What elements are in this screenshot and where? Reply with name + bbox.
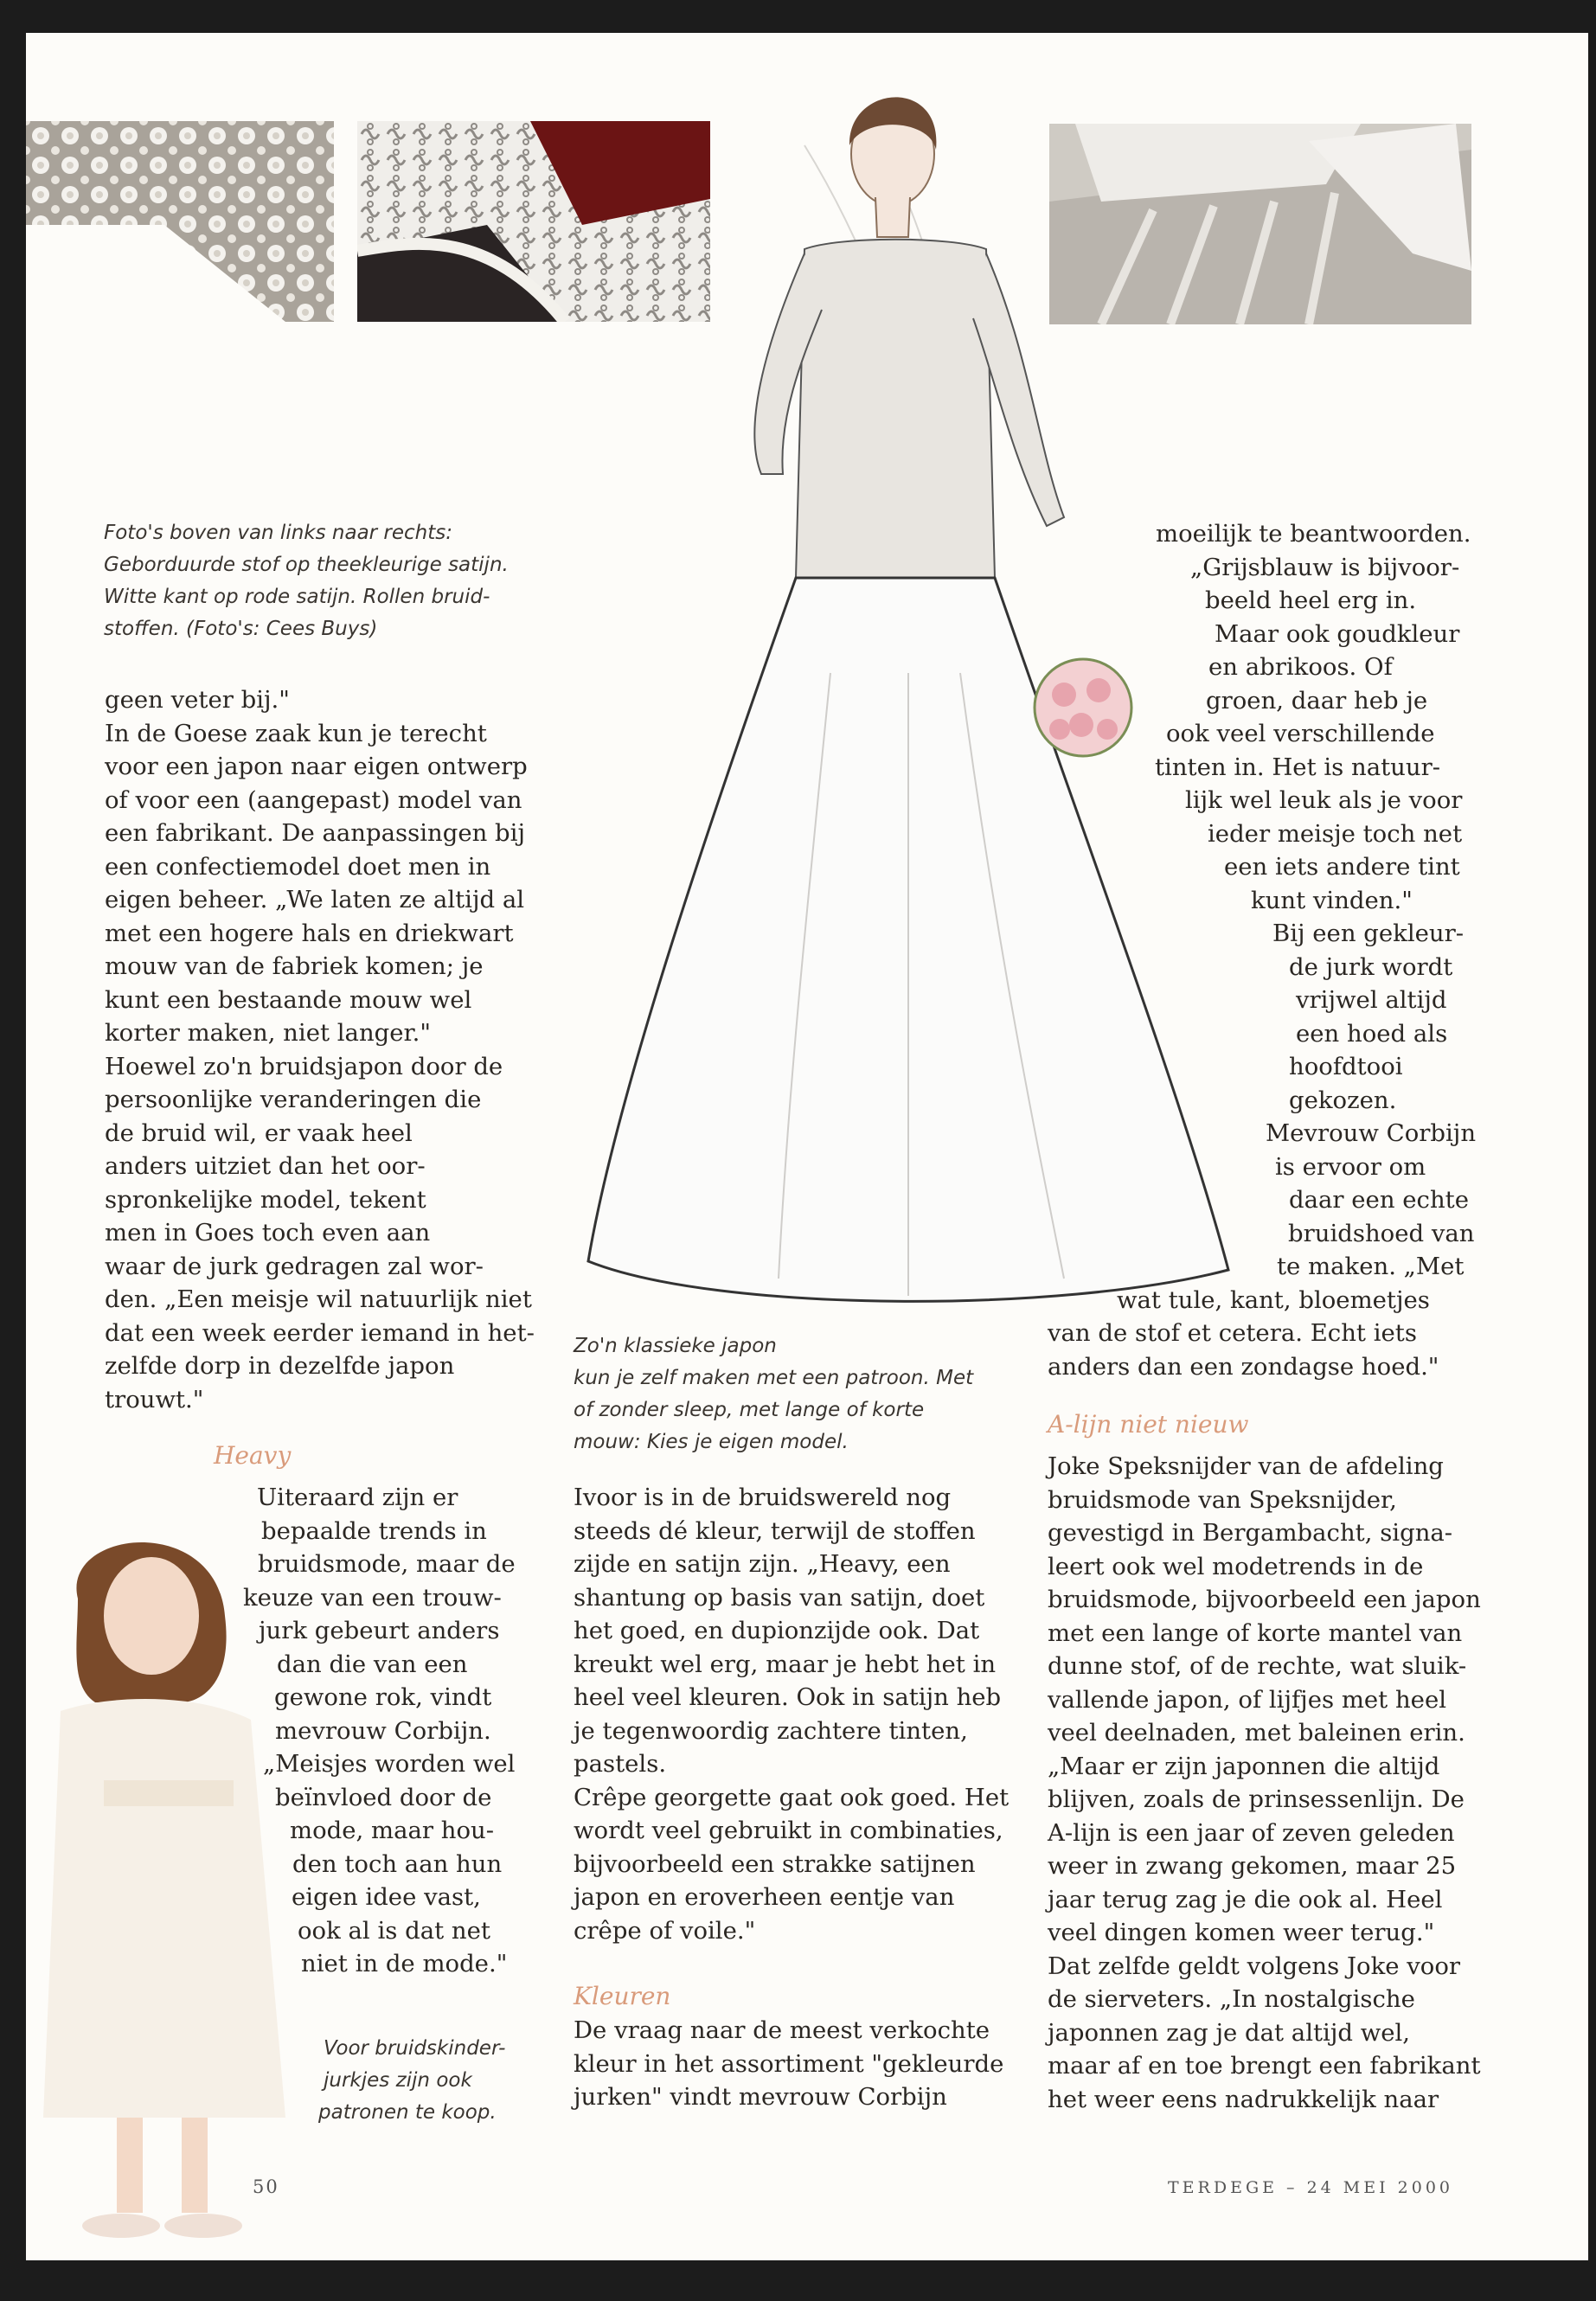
- text-line: te maken. „Met: [1277, 1253, 1465, 1280]
- text-line: Ivoor is in de bruidswereld nog: [574, 1484, 952, 1511]
- caption-line: kun je zelf maken met een patroon. Met: [574, 1367, 974, 1389]
- text-line: het goed, en dupionzijde ook. Dat: [574, 1617, 980, 1644]
- text-line: A-lijn is een jaar of zeven geleden: [1048, 1818, 1455, 1847]
- text-line: jaar terug zag je die ook al. Heel: [1048, 1885, 1443, 1913]
- embroidered-fabric-photo: [26, 121, 334, 322]
- text-line: den toch aan hun: [292, 1849, 503, 1878]
- text-line: kleur in het assortiment "gekleurde: [574, 2049, 1004, 2078]
- text-line: korter maken, niet langer.": [105, 1019, 432, 1047]
- text-line: met een lange of korte mantel van: [1048, 1618, 1463, 1647]
- text-line: ook al is dat net: [298, 1916, 490, 1945]
- text-line: shantung op basis van satijn, doet: [574, 1583, 985, 1612]
- text-line: de bruid wil, er vaak heel: [105, 1118, 413, 1147]
- text-line: weer in zwang gekomen, maar 25: [1048, 1852, 1457, 1880]
- text-line: voor een japon naar eigen ontwerp: [105, 753, 528, 780]
- text-line: japonnen zag je dat altijd wel,: [1048, 2018, 1411, 2047]
- text-line: waar de jurk gedragen zal wor-: [105, 1252, 484, 1280]
- text-line: gevestigd in Bergambacht, signa-: [1048, 1519, 1453, 1547]
- text-line: de jurk wordt: [1289, 952, 1453, 981]
- caption-line: Voor bruidskinder-: [324, 2037, 506, 2060]
- heading-a-lijn: A-lijn niet nieuw: [1048, 1410, 1249, 1439]
- caption-line: Geborduurde stof op theekleurige satijn.: [104, 554, 509, 576]
- text-line: gekozen.: [1289, 1086, 1397, 1114]
- text-line: dunne stof, of de rechte, wat sluik-: [1048, 1652, 1467, 1680]
- text-line: een hoed als: [1296, 1019, 1448, 1048]
- text-line: anders uitziet dan het oor-: [105, 1152, 426, 1180]
- text-line: wat tule, kant, bloemetjes: [1117, 1285, 1430, 1314]
- text-line: van de stof et cetera. Echt iets: [1048, 1319, 1417, 1347]
- text-line: eigen beheer. „We laten ze altijd al: [105, 886, 525, 913]
- text-line: mouw van de fabriek komen; je: [105, 952, 484, 980]
- text-line: kunt een bestaande mouw wel: [105, 985, 472, 1014]
- text-line: Uiteraard zijn er: [257, 1484, 458, 1511]
- caption-line: mouw: Kies je eigen model.: [574, 1431, 849, 1453]
- text-line: het weer eens nadrukkelijk naar: [1048, 2085, 1439, 2113]
- text-line: blijven, zoals de prinsessenlijn. De: [1048, 1785, 1465, 1813]
- text-line: vrijwel altijd: [1296, 986, 1447, 1014]
- text-line: pastels.: [574, 1750, 667, 1778]
- text-line: spronkelijke model, tekent: [105, 1185, 426, 1214]
- text-line: bepaalde trends in: [261, 1516, 487, 1545]
- text-line: vallende japon, of lijfjes met heel: [1048, 1685, 1447, 1714]
- text-line: dat een week eerder iemand in het-: [105, 1318, 535, 1347]
- text-line: Maar ook goudkleur: [1215, 619, 1460, 648]
- heading-heavy: Heavy: [214, 1441, 292, 1470]
- text-line: gewone rok, vindt: [274, 1683, 492, 1711]
- caption-line: patronen te koop.: [318, 2101, 497, 2124]
- text-line: een fabrikant. De aanpassingen bij: [105, 819, 525, 847]
- text-line: groen, daar heb je: [1206, 686, 1428, 715]
- text-line: ieder meisje toch net: [1208, 819, 1463, 848]
- page-number: 50: [253, 2176, 279, 2197]
- text-line: steeds dé kleur, terwijl de stoffen: [574, 1516, 976, 1545]
- text-line: mode, maar hou-: [290, 1817, 495, 1844]
- text-line: lijk wel leuk als je voor: [1185, 786, 1463, 814]
- caption-line: Foto's boven van links naar rechts:: [104, 522, 453, 544]
- text-line: de sierveters. „In nostalgische: [1048, 1985, 1415, 2013]
- text-line: tinten in. Het is natuur-: [1155, 753, 1441, 781]
- magazine-page: [26, 33, 1588, 2260]
- text-line: Dat zelfde geldt volgens Joke voor: [1048, 1952, 1461, 1980]
- caption-line: jurkjes zijn ook: [324, 2069, 472, 2092]
- text-line: je tegenwoordig zachtere tinten,: [574, 1716, 968, 1745]
- text-line: moeilijk te beantwoorden.: [1156, 520, 1471, 548]
- text-line: trouwt.": [105, 1385, 204, 1413]
- text-line: een confectiemodel doet men in: [105, 852, 491, 881]
- text-line: daar een echte: [1289, 1186, 1469, 1214]
- text-line: veel dingen komen weer terug.": [1048, 1919, 1435, 1946]
- text-line: wordt veel gebruikt in combinaties,: [574, 1817, 1003, 1844]
- text-line: japon en eroverheen eentje van: [574, 1883, 955, 1911]
- text-line: Mevrouw Corbijn: [1266, 1119, 1477, 1147]
- text-line: Crêpe georgette gaat ook goed. Het: [574, 1783, 1010, 1811]
- text-line: kunt vinden.": [1251, 886, 1413, 914]
- text-line: crêpe of voile.": [574, 1916, 756, 1945]
- caption-line: of zonder sleep, met lange of korte: [574, 1399, 925, 1421]
- text-line: zijde en satijn zijn. „Heavy, een: [574, 1550, 951, 1578]
- text-line: den. „Een meisje wil natuurlijk niet: [105, 1285, 532, 1313]
- text-line: maar af en toe brengt een fabrikant: [1048, 2052, 1481, 2080]
- text-line: beïnvloed door de: [275, 1783, 492, 1811]
- text-line: „Meisjes worden wel: [263, 1750, 516, 1778]
- text-line: en abrikoos. Of: [1208, 653, 1393, 681]
- text-line: bruidshoed van: [1288, 1219, 1475, 1247]
- text-line: kreukt wel erg, maar je hebt het in: [574, 1650, 997, 1678]
- text-line: bruidsmode van Speksnijder,: [1048, 1485, 1397, 1514]
- text-line: bruidsmode, maar de: [258, 1550, 516, 1578]
- text-line: jurk gebeurt anders: [259, 1617, 500, 1644]
- text-line: „Maar er zijn japonnen die altijd: [1048, 1752, 1440, 1780]
- text-line: De vraag naar de meest verkochte: [574, 2016, 990, 2044]
- text-line: niet in de mode.": [301, 1950, 508, 1977]
- heading-kleuren: Kleuren: [574, 1982, 671, 2010]
- text-line: met een hogere hals en driekwart: [105, 919, 514, 947]
- caption-line: Witte kant op rode satijn. Rollen bruid-: [104, 586, 490, 608]
- text-line: beeld heel erg in.: [1205, 586, 1417, 614]
- text-line: een iets andere tint: [1224, 853, 1460, 881]
- text-line: anders dan een zondagse hoed.": [1048, 1352, 1439, 1381]
- text-line: hoofdtooi: [1289, 1053, 1403, 1080]
- text-line: bijvoorbeeld een strakke satijnen: [574, 1849, 976, 1878]
- text-line: leert ook wel modetrends in de: [1048, 1552, 1424, 1580]
- magazine-issue: TERDEGE – 24 MEI 2000: [1168, 2178, 1454, 2197]
- caption-line: stoffen. (Foto's: Cees Buys): [104, 618, 378, 640]
- text-line: keuze van een trouw-: [243, 1583, 502, 1612]
- text-line: Bij een gekleur-: [1272, 920, 1465, 947]
- text-line: „Grijsblauw is bijvoor-: [1190, 553, 1460, 581]
- text-line: In de Goese zaak kun je terecht: [105, 719, 487, 747]
- text-line: bruidsmode, bijvoorbeeld een japon: [1048, 1586, 1481, 1613]
- text-line: veel deelnaden, met baleinen erin.: [1048, 1719, 1465, 1747]
- text-line: is ervoor om: [1275, 1152, 1426, 1181]
- text-line: men in Goes toch even aan: [105, 1219, 431, 1247]
- text-line: jurken" vindt mevrouw Corbijn: [574, 2083, 947, 2111]
- text-line: zelfde dorp in dezelfde japon: [105, 1352, 455, 1380]
- text-line: dan die van een: [277, 1650, 468, 1678]
- text-line: eigen idee vast,: [292, 1883, 481, 1911]
- text-line: heel veel kleuren. Ook in satijn heb: [574, 1683, 1002, 1711]
- text-line: ook veel verschillende: [1166, 720, 1435, 747]
- text-line: of voor een (aangepast) model van: [105, 785, 522, 814]
- text-line: Joke Speksnijder van de afdeling: [1048, 1452, 1444, 1480]
- text-line: mevrouw Corbijn.: [275, 1716, 491, 1745]
- caption-line: Zo'n klassieke japon: [574, 1335, 777, 1357]
- text-line: geen veter bij.": [105, 686, 290, 714]
- text-line: persoonlijke veranderingen die: [105, 1086, 482, 1113]
- wedding-dress-illustration: [545, 67, 1272, 1382]
- text-line: Hoewel zo'n bruidsjapon door de: [105, 1052, 503, 1080]
